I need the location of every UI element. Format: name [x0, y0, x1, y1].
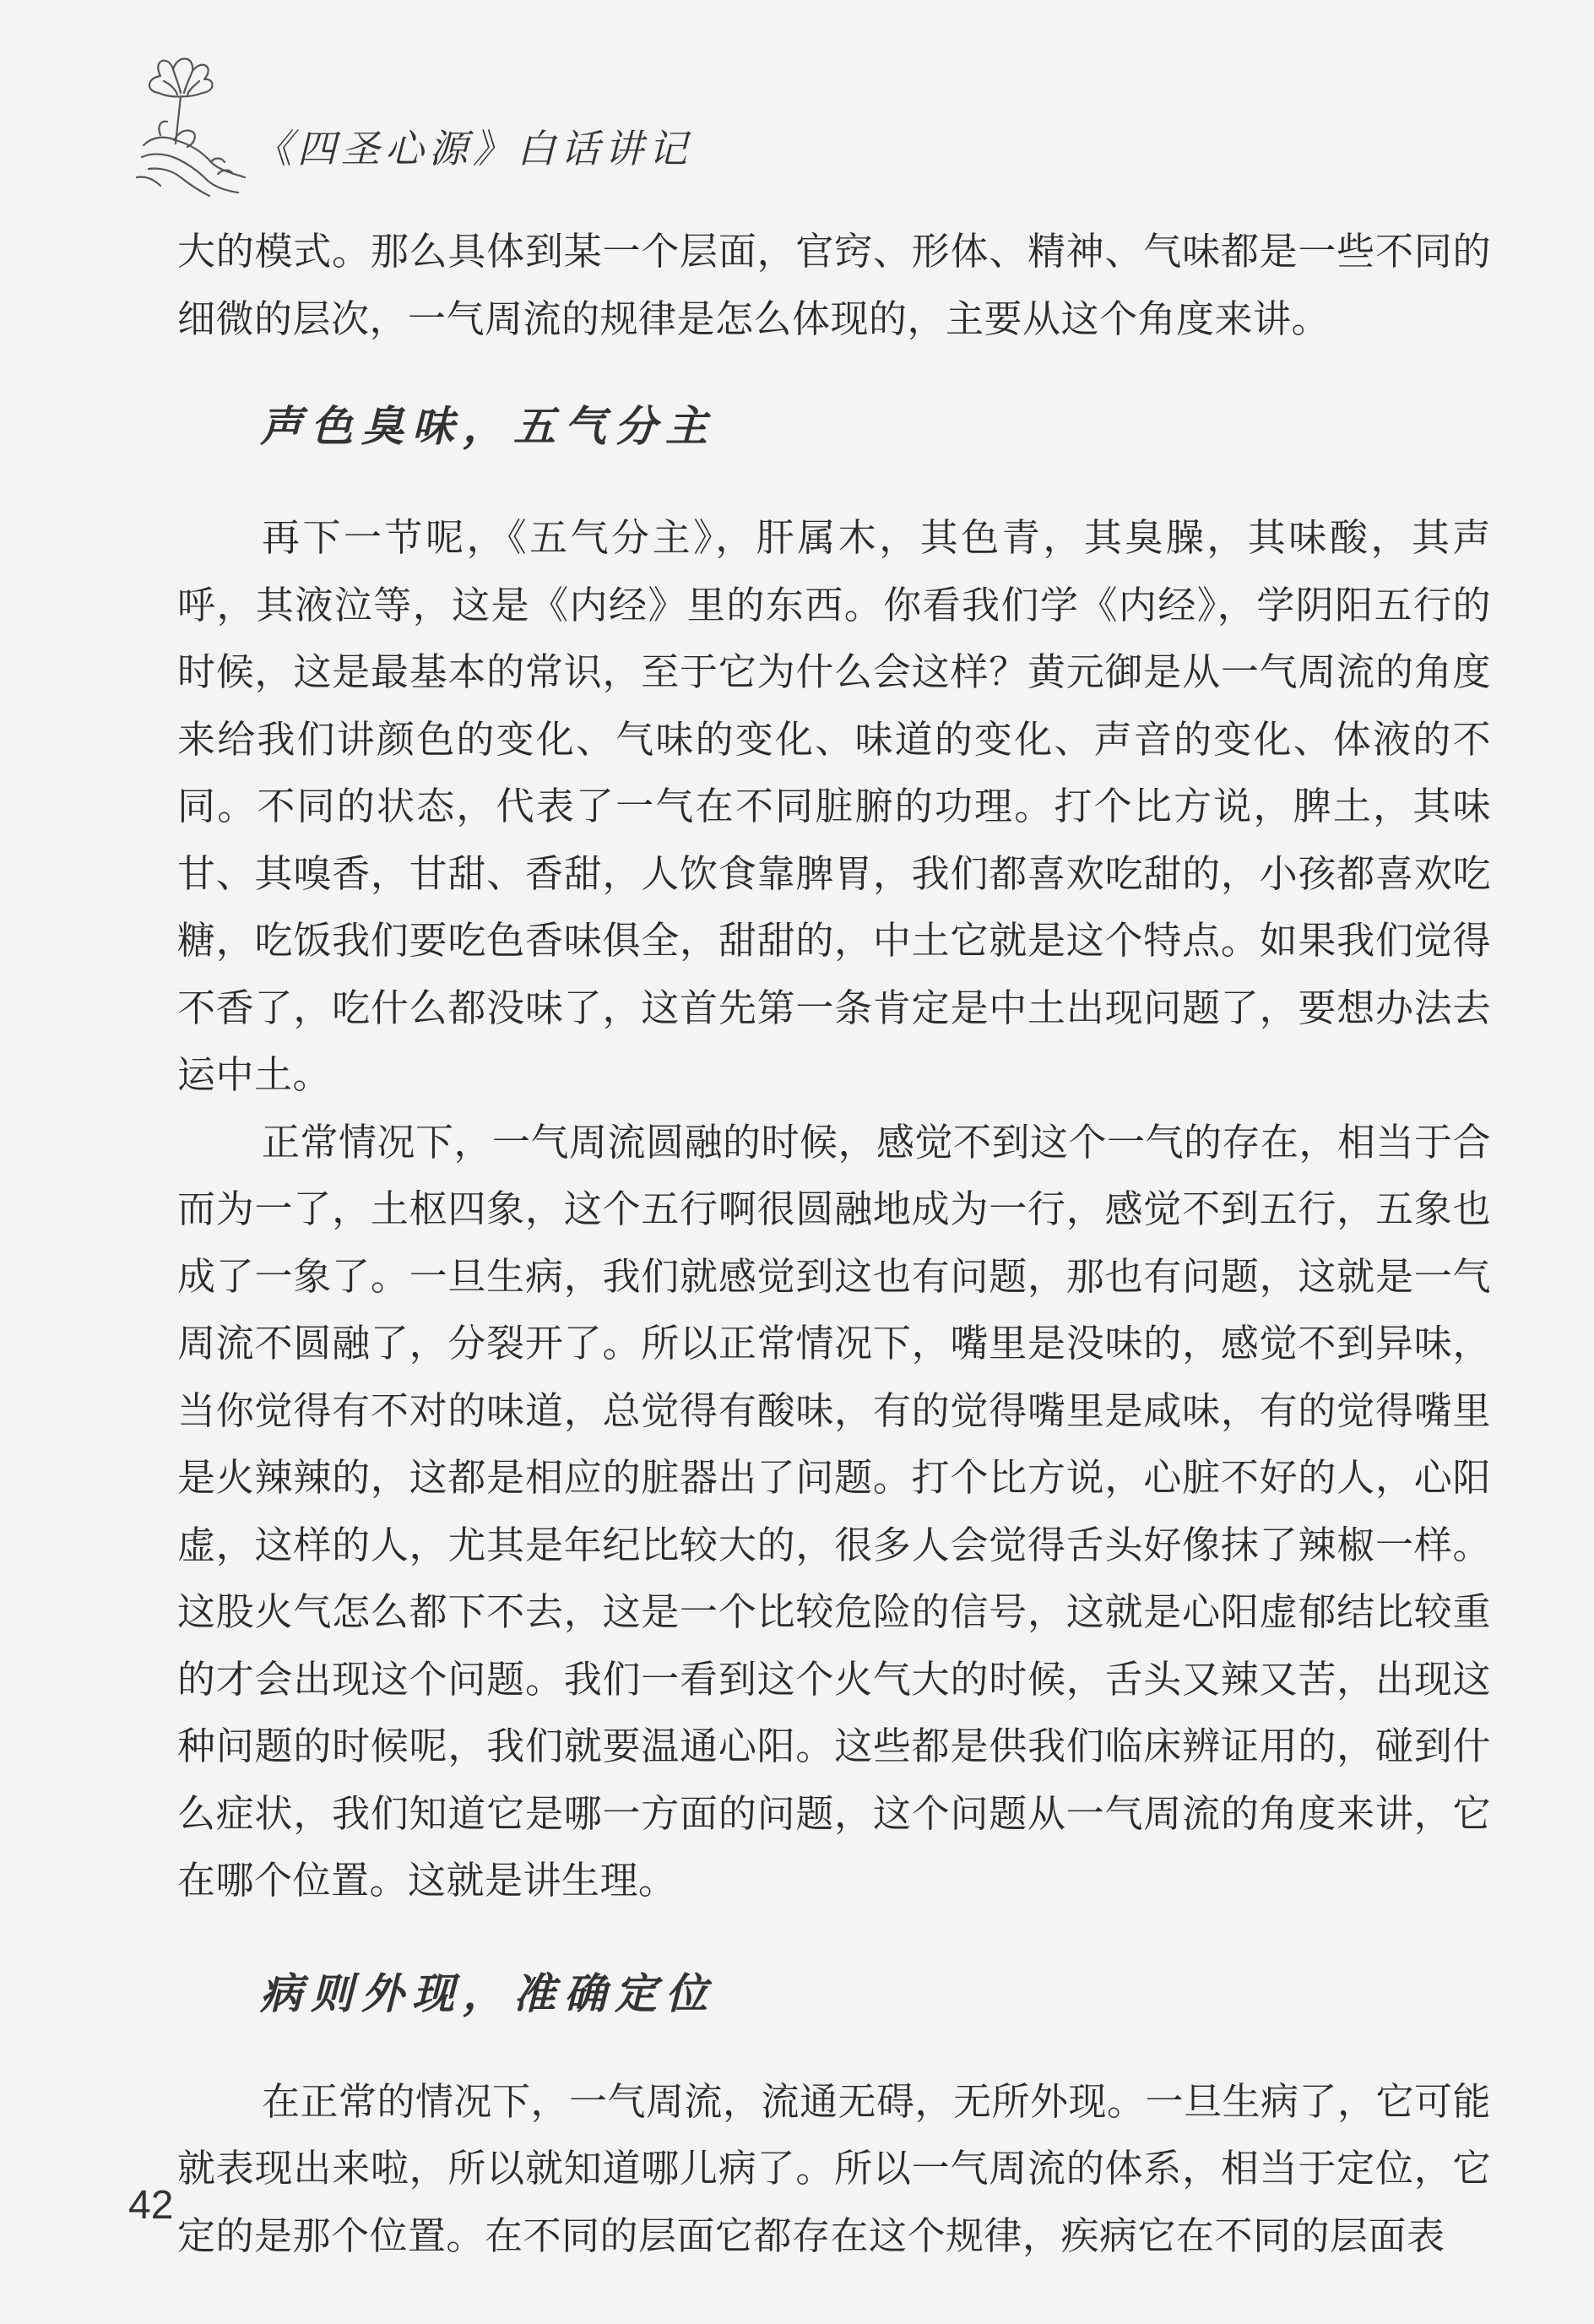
section1-paragraph-1: 再下一节呢，《五气分主》，肝属木，其色青，其臭臊，其味酸，其声呼，其液泣等，这是《内经》里的东西。你看我们学《内经》，学阴阳五行的时候，这是最基本的常识，至于它为什么会这样？黄元御是从一气周流的角度来给我们讲颜色的变化、气味的变化、味道的变化、声音的变化、体液的不同。不同的状态，代表了一气在不同脏腑的功理。打个比方说，脾土，其味甘、其嗅香，甘甜、香甜，人饮食靠脾胃，我们都喜欢吃甜的，小孩都喜欢吃糖，吃饭我们要吃色香味俱全，甜甜的，中土它就是这个特点。如果我们觉得不香了，吃什么都没味了，这首先第一条肯定是中土出现问题了，要想办法去运中土。: [177, 515, 1491, 1097]
book-title: 《四圣心源》白话讲记: [253, 126, 692, 171]
intro-paragraph: 大的模式。那么具体到某一个层面，官窍、形体、精神、气味都是一些不同的细微的层次，一气周流的规律是怎么体现的，主要从这个角度来讲。: [177, 229, 1491, 341]
section2-paragraph-1: 在正常的情况下，一气周流，流通无碍，无所外现。一旦生病了，它可能就表现出来啦，所以就知道哪儿病了。所以一气周流的体系，相当于定位，它定的是那个位置。在不同的层面它都存在这个规律，疾病它在不同的层面表: [177, 2078, 1492, 2258]
lotus-hand-icon: [127, 51, 253, 203]
page-body: [177, 218, 1491, 2269]
section-heading-1: 声色臭味，五气分主: [260, 401, 716, 451]
section-heading-2: 病则外现，准确定位: [260, 1968, 716, 2018]
page-number: 42: [128, 2183, 174, 2228]
running-header: [127, 51, 886, 211]
section1-paragraph-2: 正常情况下，一气周流圆融的时候，感觉不到这个一气的存在，相当于合而为一了，土枢四象，这个五行啊很圆融地成为一行，感觉不到五行，五象也成了一象了。一旦生病，我们就感觉到这也有问题，那也有问题，这就是一气周流不圆融了，分裂开了。所以正常情况下，嘴里是没味的，感觉不到异味，当你觉得有不对的味道，总觉得有酸味，有的觉得嘴里是咸味，有的觉得嘴里是火辣辣的，这都是相应的脏器出了问题。打个比方说，心脏不好的人，心阳虚，这样的人，尤其是年纪比较大的，很多人会觉得舌头好像抹了辣椒一样。这股火气怎么都下不去，这是一个比较危险的信号，这就是心阳虚郁结比较重的才会出现这个问题。我们一看到这个火气大的时候，舌头又辣又苦，出现这种问题的时候呢，我们就要温通心阳。这些都是供我们临床辨证用的，碰到什么症状，我们知道它是哪一方面的问题，这个问题从一气周流的角度来讲，它在哪个位置。这就是讲生理。: [177, 1119, 1492, 1903]
